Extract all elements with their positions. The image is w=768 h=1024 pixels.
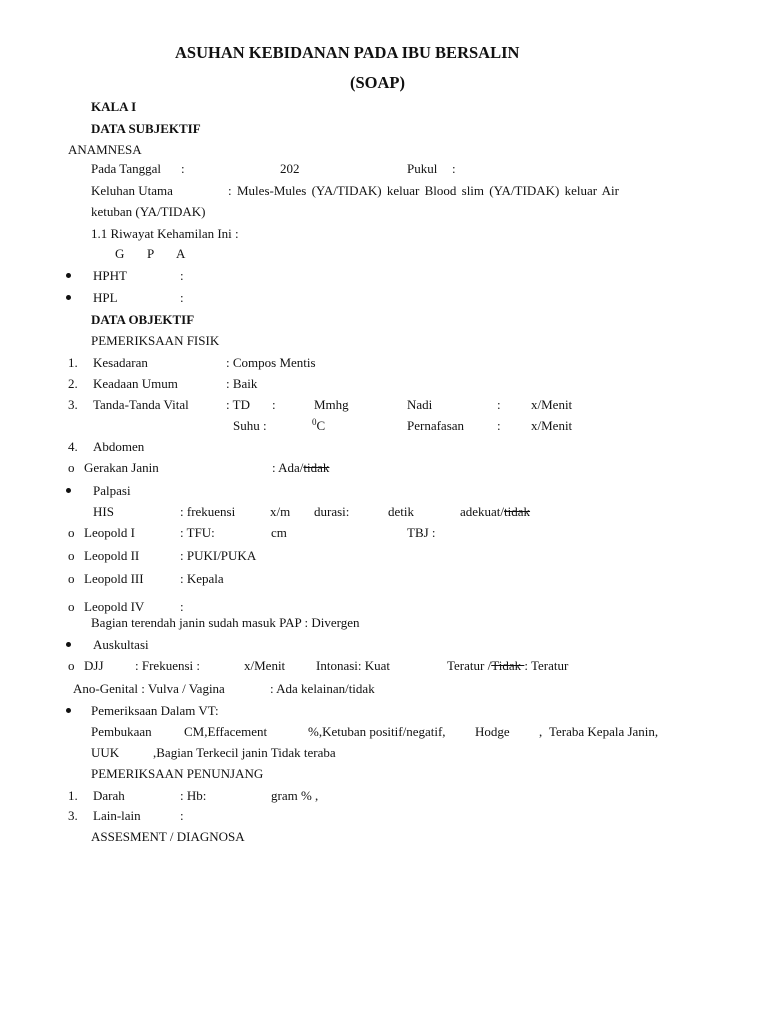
section-penunjang: PEMERIKSAAN PENUNJANG (91, 766, 264, 781)
anogenital-value: : Ada kelainan/tidak (270, 681, 375, 696)
ttv-nadi: Nadi (407, 397, 433, 412)
darah-num: 1. (68, 788, 78, 803)
tanggal-year: 202 (280, 161, 300, 176)
ttv-td: : TD (226, 397, 250, 412)
ttv-num: 3. (68, 397, 78, 412)
tanggal-label: Pada Tanggal (91, 161, 161, 176)
keluhan-colon: : (228, 183, 232, 198)
ttv-nadi-colon: : (497, 397, 501, 412)
leopold4-label: Leopold IV (84, 599, 145, 614)
gerakan-tidak-struck: tidak (303, 460, 330, 475)
ttv-mmhg: Mmhg (314, 397, 349, 412)
celsius-label: C (316, 418, 326, 433)
keluhan-line1: Mules-Mules (YA/TIDAK) keluar Blood slim (YA/TIDAK) keluar Air (237, 183, 619, 198)
vt-effacement: CM,Effacement (184, 724, 268, 739)
circle-marker-icon: o (68, 658, 75, 673)
section-data-subjektif: DATA SUBJEKTIF (91, 121, 201, 136)
keluhan-line2: ketuban (YA/TIDAK) (91, 204, 206, 219)
abdomen-label: Abdomen (93, 439, 145, 454)
ttv-pernafasan: Pernafasan (407, 418, 465, 433)
kesadaran-value: : Compos Mentis (226, 355, 316, 370)
palpasi-label: Palpasi (93, 483, 131, 498)
ttv-suhu-unit (312, 419, 325, 432)
leopold1-tfu: : TFU: (180, 525, 215, 540)
his-durasi: durasi: (314, 504, 350, 519)
hpl-label: HPL (93, 290, 118, 305)
vt-comma: , (539, 724, 543, 739)
auskultasi-label: Auskultasi (93, 637, 149, 652)
bullet-icon (66, 642, 71, 647)
leopold1-label: Leopold I (84, 525, 135, 540)
kesadaran-num: 1. (68, 355, 78, 370)
degree-mark: 0 (312, 417, 317, 427)
bullet-icon (66, 708, 71, 713)
lainlain-label: Lain-lain (93, 808, 141, 823)
djj-teratur (447, 659, 568, 672)
keadaan-value: : Baik (226, 376, 258, 391)
darah-hb: : Hb: (180, 788, 207, 803)
ttv-label: Tanda-Tanda Vital (93, 397, 189, 412)
gerakan-label: Gerakan Janin (84, 460, 159, 475)
vt-ketuban: %,Ketuban positif/negatif, (308, 724, 446, 739)
keadaan-num: 2. (68, 376, 78, 391)
bullet-icon (66, 295, 71, 300)
vt-uuk: UUK (91, 745, 120, 760)
vt-teraba: Teraba Kepala Janin, (549, 724, 659, 739)
djj-intonasi: Intonasi: Kuat (316, 658, 391, 673)
document-subtitle: (SOAP) (350, 73, 405, 92)
vt-pembukaan: Pembukaan (91, 724, 152, 739)
leopold2-value: : PUKI/PUKA (180, 548, 257, 563)
pukul-label: Pukul (407, 161, 438, 176)
his-adekuat-text: adekuat/ (460, 504, 505, 519)
kesadaran-label: Kesadaran (93, 355, 148, 370)
leopold4-value: : (180, 599, 184, 614)
hpht-colon: : (180, 268, 184, 283)
vt-terkecil: ,Bagian Terkecil janin Tidak teraba (153, 745, 336, 760)
darah-label: Darah (93, 788, 125, 803)
djj-teratur-value: : Teratur (524, 658, 569, 673)
his-xm: x/m (270, 504, 291, 519)
section-assesment: ASSESMENT / DIAGNOSA (91, 829, 245, 844)
djj-teratur-text: Teratur / (447, 658, 492, 673)
djj-unit: x/Menit (244, 658, 286, 673)
lainlain-num: 3. (68, 808, 78, 823)
leopold1-cm: cm (271, 525, 287, 540)
section-pemeriksaan-fisik: PEMERIKSAAN FISIK (91, 333, 220, 348)
circle-marker-icon: o (68, 599, 75, 614)
bullet-icon (66, 488, 71, 493)
ttv-nadi-unit: x/Menit (531, 397, 573, 412)
gerakan-ada: : Ada/ (272, 460, 304, 475)
ttv-td-colon: : (272, 397, 276, 412)
riwayat-label: 1.1 Riwayat Kehamilan Ini : (91, 226, 239, 241)
circle-marker-icon: o (68, 460, 75, 475)
lainlain-colon: : (180, 808, 184, 823)
circle-marker-icon: o (68, 571, 75, 586)
riwayat-p: P (147, 246, 155, 261)
his-adekuat (460, 505, 530, 518)
keadaan-label: Keadaan Umum (93, 376, 178, 391)
section-kala: KALA I (91, 99, 137, 114)
section-anamnesa: ANAMNESA (68, 142, 142, 157)
leopold3-value: : Kepala (180, 571, 224, 586)
djj-tidak-struck: Tidak (491, 658, 525, 673)
riwayat-g: G (115, 246, 125, 261)
hpl-colon: : (180, 290, 184, 305)
pukul-colon: : (452, 161, 456, 176)
djj-frekuensi: : Frekuensi : (135, 658, 200, 673)
hpht-label: HPHT (93, 268, 127, 283)
keluhan-label: Keluhan Utama (91, 183, 173, 198)
tanggal-colon: : (181, 161, 185, 176)
vt-hodge: Hodge (475, 724, 510, 739)
his-tidak-struck: tidak (504, 504, 531, 519)
his-frekuensi: : frekuensi (180, 504, 236, 519)
anogenital-label: Ano-Genital : Vulva / Vagina (73, 681, 225, 696)
riwayat-a: A (176, 246, 186, 261)
djj-label: DJJ (84, 658, 104, 673)
leopold3-label: Leopold III (84, 571, 144, 586)
darah-unit: gram % , (271, 788, 319, 803)
vt-label: Pemeriksaan Dalam VT: (91, 703, 219, 718)
circle-marker-icon: o (68, 525, 75, 540)
ttv-pern-colon: : (497, 418, 501, 433)
ttv-pern-unit: x/Menit (531, 418, 573, 433)
circle-marker-icon: o (68, 548, 75, 563)
his-label: HIS (93, 504, 114, 519)
document-title: ASUHAN KEBIDANAN PADA IBU BERSALIN (175, 43, 520, 62)
gerakan-value (272, 461, 329, 474)
leopold4-detail: Bagian terendah janin sudah masuk PAP : Divergen (91, 615, 360, 630)
leopold2-label: Leopold II (84, 548, 140, 563)
ttv-suhu: Suhu : (233, 418, 267, 433)
his-detik: detik (388, 504, 414, 519)
leopold1-tbj: TBJ : (407, 525, 436, 540)
abdomen-num: 4. (68, 439, 78, 454)
section-data-objektif: DATA OBJEKTIF (91, 312, 195, 327)
bullet-icon (66, 273, 71, 278)
